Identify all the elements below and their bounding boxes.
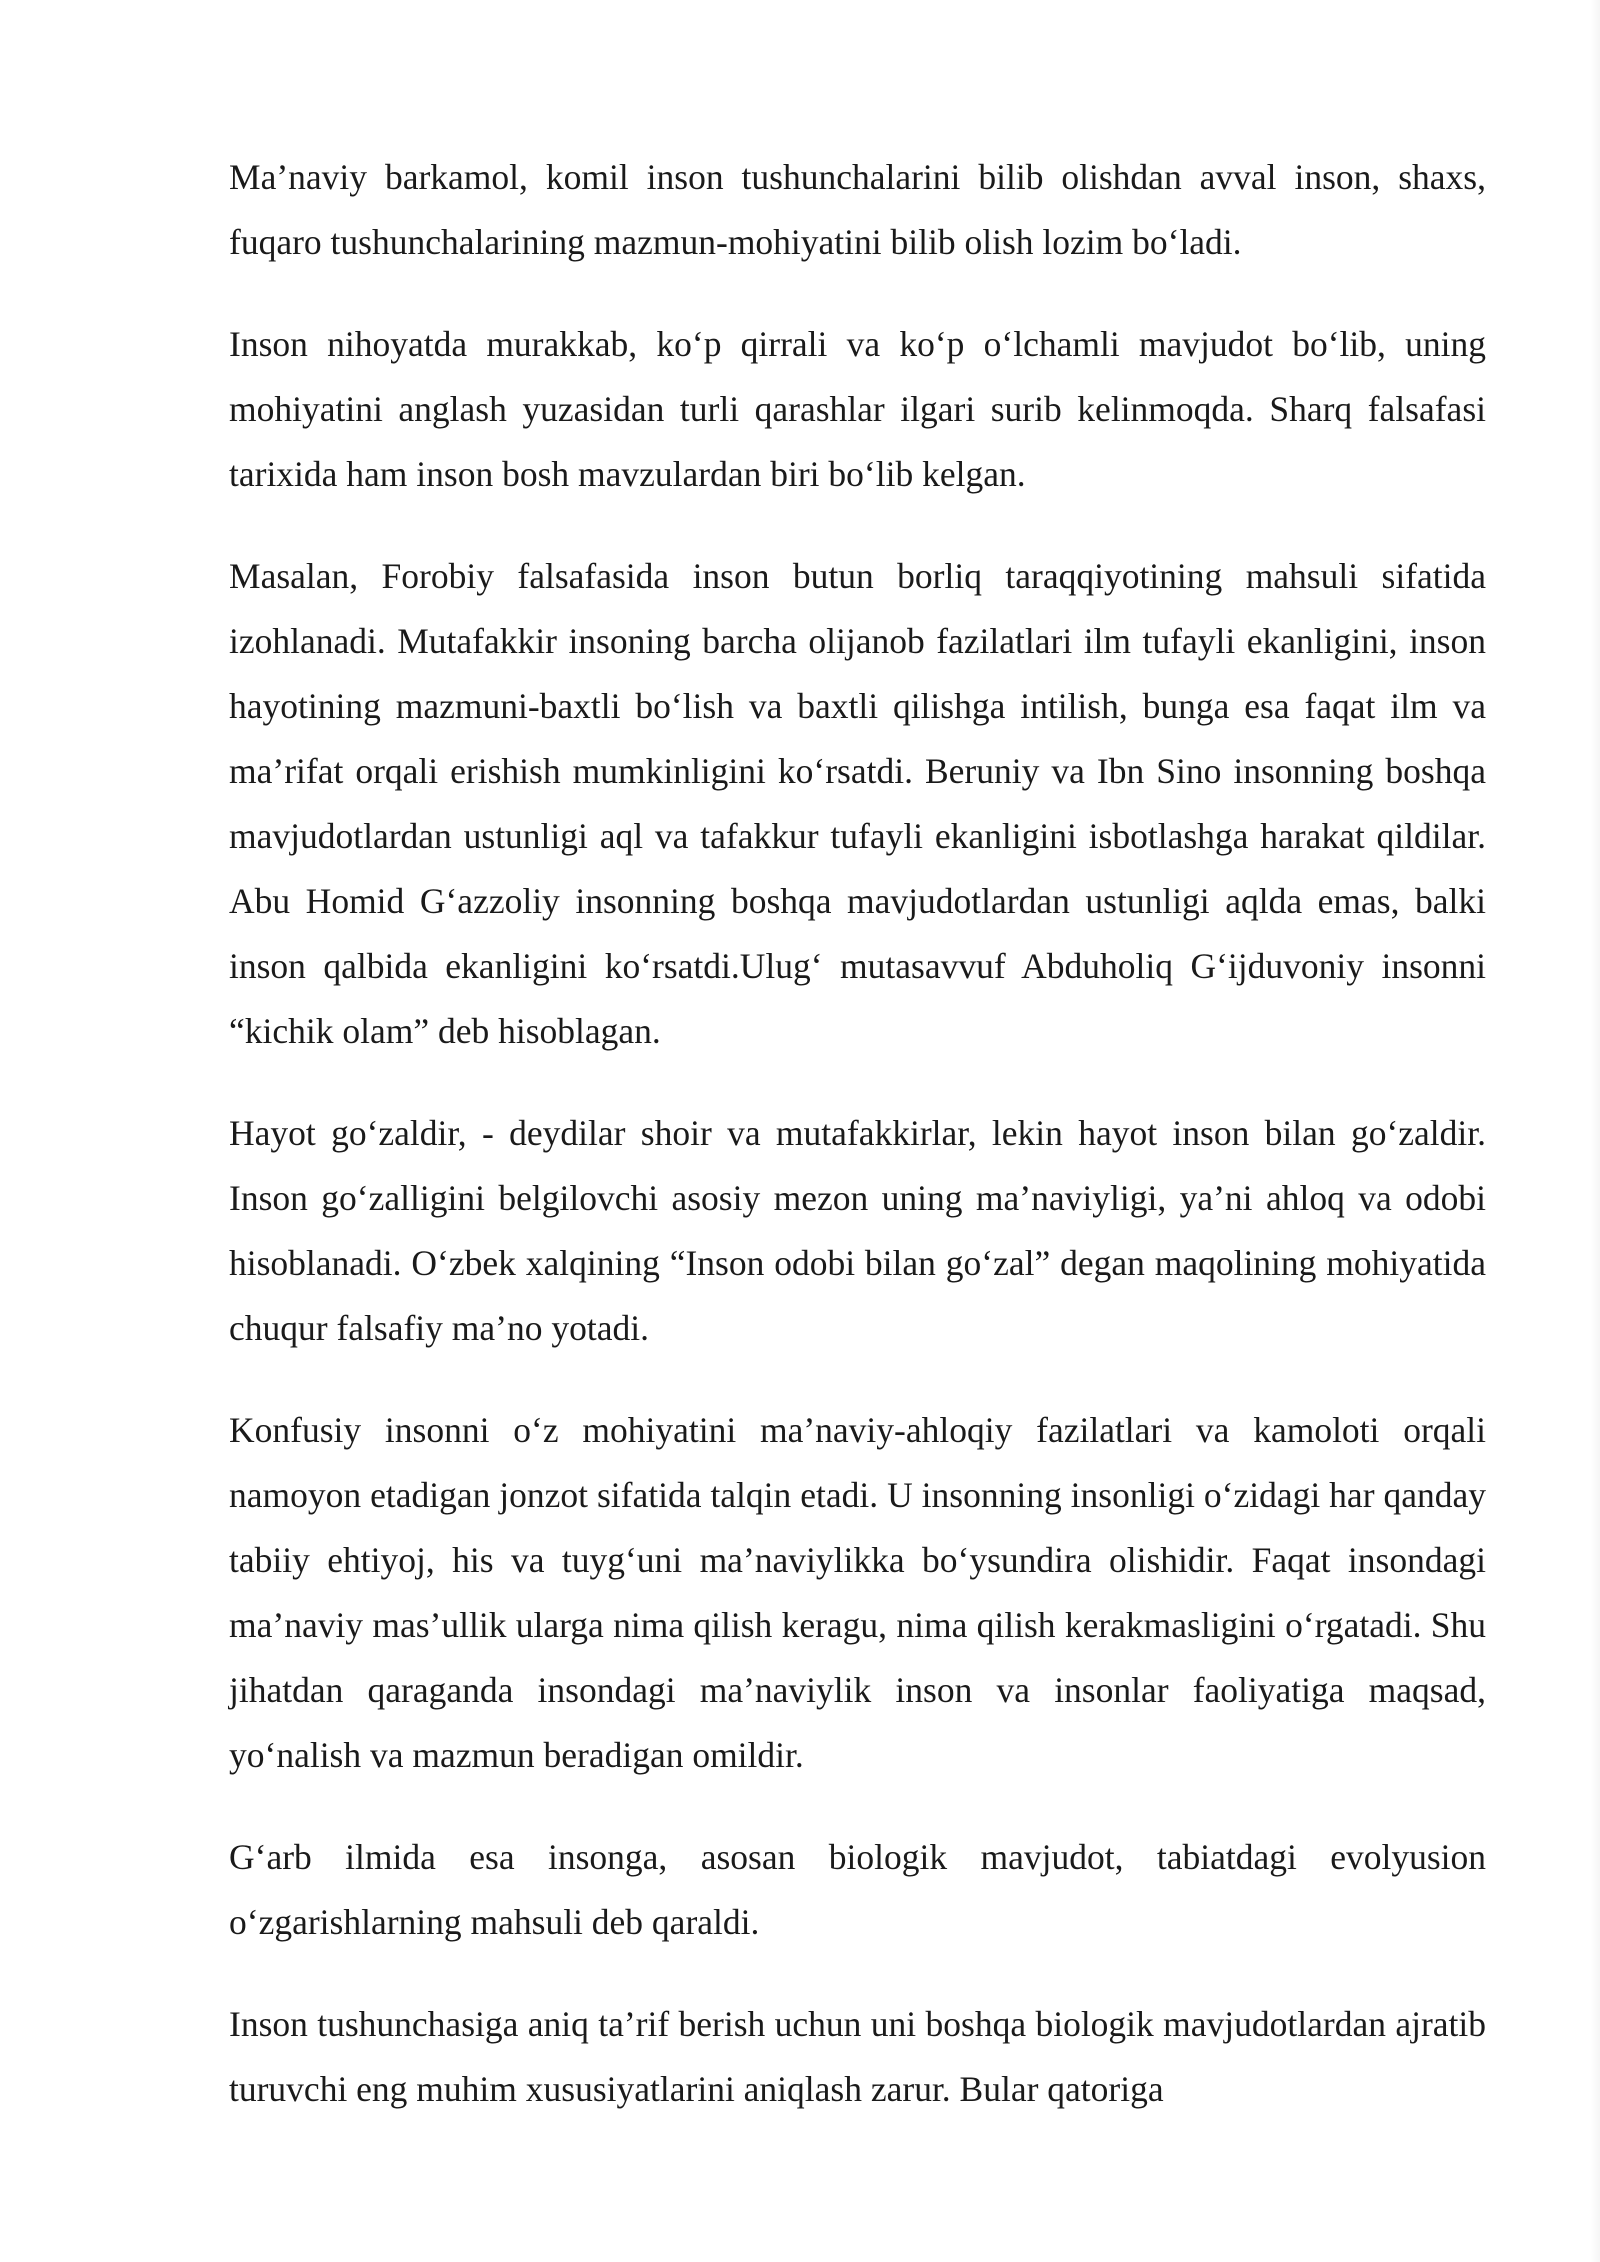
paragraph-4: Hayot go‘zaldir, - deydilar shoir va mutafakkirlar, lekin hayot inson bilan go‘zaldir. Inson go‘zalligini belgilovchi asosiy mezon uning ma’naviyligi, ya’ni ahloq va odobi hisoblanadi. O‘zbek xalqining “Inson odobi bilan go‘zal” degan maqolining mohiyatida chuqur falsafiy ma’no yotadi.	[229, 1113, 1486, 1348]
page-edge-shadow	[1590, 0, 1600, 2262]
paragraph-3: Masalan, Forobiy falsafasida inson butun borliq taraqqiyotining mahsuli sifatida izohlanadi. Mutafakkir insoning barcha olijanob fazilatlari ilm tufayli ekanligini, inson hayotining mazmuni-baxtli bo‘lish va baxtli qilishga intilish, bunga esa faqat ilm va ma’rifat orqali erishish mumkinligini ko‘rsatdi. Beruniy va Ibn Sino insonning boshqa mavjudotlardan ustunligi aql va tafakkur tufayli ekanligini isbotlashga harakat qildilar. Abu Homid G‘azzoliy insonning boshqa mavjudotlardan ustunligi aqlda emas, balki inson qalbida ekanligini ko‘rsatdi.Ulug‘ mutasavvuf Abduholiq G‘ijduvoniy insonni “kichik olam” deb hisoblagan.	[229, 556, 1486, 1051]
paragraph-1: Ma’naviy barkamol, komil inson tushunchalarini bilib olishdan avval inson, shaxs, fuqaro tushunchalarining mazmun-mohiyatini bilib olish lozim bo‘ladi.	[229, 157, 1486, 262]
paragraph-2: Inson nihoyatda murakkab, ko‘p qirrali va ko‘p o‘lchamli mavjudot bo‘lib, uning mohiyatini anglash yuzasidan turli qarashlar ilgari surib kelinmoqda. Sharq falsafasi tarixida ham inson bosh mavzulardan biri bo‘lib kelgan.	[229, 324, 1486, 494]
paragraph-5: Konfusiy insonni o‘z mohiyatini ma’naviy-ahloqiy fazilatlari va kamoloti orqali namoyon etadigan jonzot sifatida talqin etadi. U insonning insonligi o‘zidagi har qanday tabiiy ehtiyoj, his va tuyg‘uni ma’naviylikka bo‘ysundira olishidir. Faqat insondagi ma’naviy mas’ullik ularga nima qilish keragu, nima qilish kerakmasligini o‘rgatadi. Shu jihatdan qaraganda insondagi ma’naviylik inson va insonlar faoliyatiga maqsad, yo‘nalish va mazmun beradigan omildir.	[229, 1410, 1486, 1775]
document-text-body	[229, 145, 1486, 2122]
paragraph-7: Inson tushunchasiga aniq ta’rif berish uchun uni boshqa biologik mavjudotlardan ajratib turuvchi eng muhim xususiyatlarini aniqlash zarur. Bular qatoriga	[229, 2004, 1486, 2109]
paragraph-6: G‘arb ilmida esa insonga, asosan biologik mavjudot, tabiatdagi evolyusion o‘zgarishlarning mahsuli deb qaraldi.	[229, 1837, 1486, 1942]
